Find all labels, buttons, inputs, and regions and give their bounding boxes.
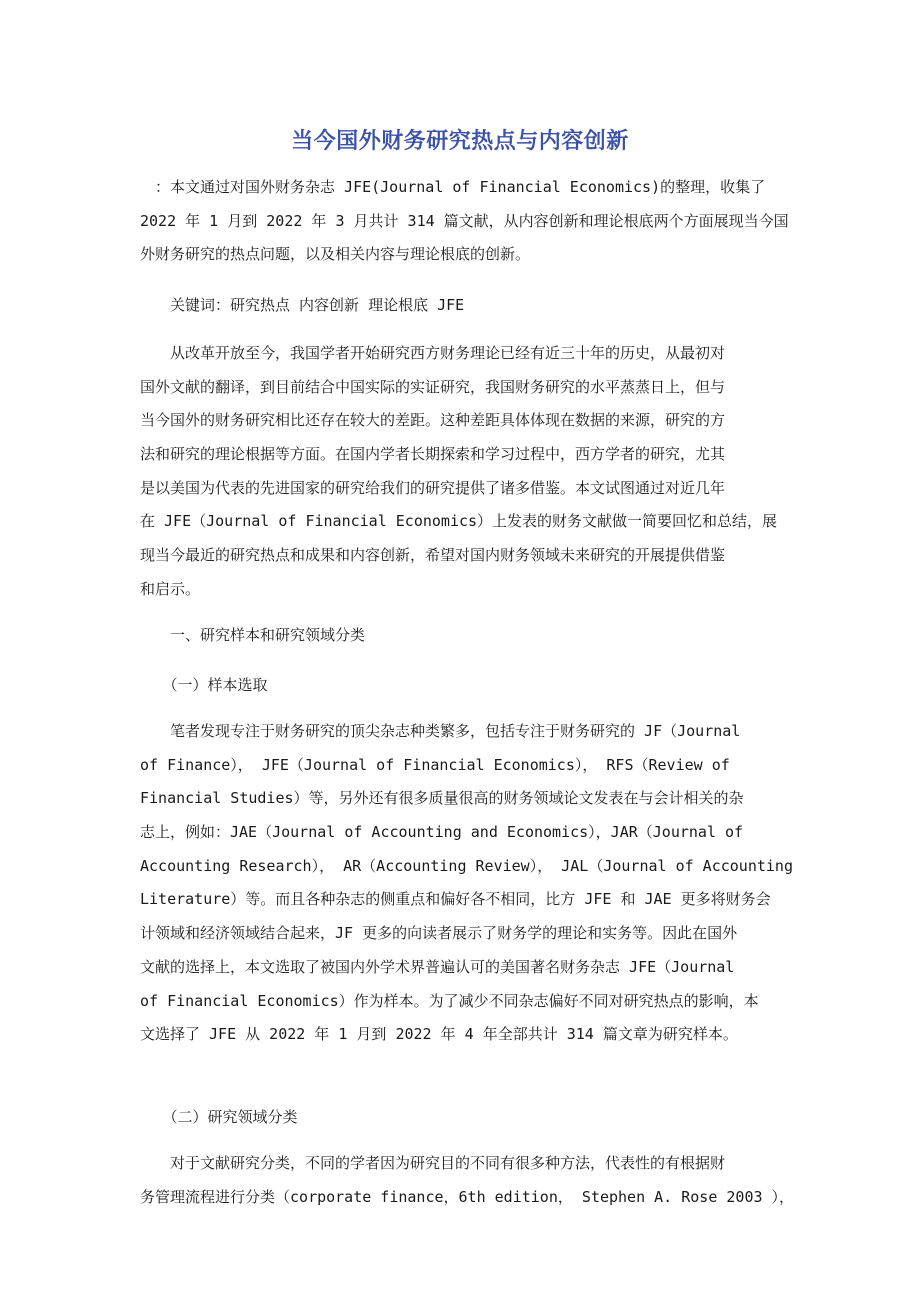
text-line: 2022 年 1 月到 2022 年 3 月共计 314 篇文献，从内容创新和理论根底两个方面展现当今国 [140,211,789,230]
text-line: of Finance）， JFE（Journal of Financial Economics）， RFS（Review of [140,755,730,774]
text-line: 文献的选择上，本文选取了被国内外学术界普遍认可的美国著名财务杂志 JFE（Journal [140,957,735,976]
text-line: 文选择了 JFE 从 2022 年 1 月到 2022 年 4 年全部共计 314 篇文章为研究样本。 [140,1025,738,1044]
text-line: 现当今最近的研究热点和成果和内容创新，希望对国内财务领域未来研究的开展提供借鉴 [140,546,726,565]
text-line: 从改革开放至今，我国学者开始研究西方财务理论已经有近三十年的历史，从最初对 [140,344,726,362]
subsection-heading [140,669,780,703]
text-line: 笔者发现专注于财务研究的顶尖杂志种类繁多，包括专注于财务研究的 JF（Journal [140,722,741,740]
text-line: 务管理流程进行分类（corporate finance，6th edition， Stephen A. Rose 2003 ）， [140,1187,795,1206]
section-heading [140,619,780,653]
abstract-paragraph [140,171,789,272]
text-line: 志上，例如：JAE（Journal of Accounting and Economics），JAR（Journal of [140,823,744,842]
text-line: Accounting Research）， AR（Accounting Review）， JAL（Journal of Accounting [140,856,793,875]
text-line: （二）研究领域分类 [140,1108,298,1126]
text-line: （一）样本选取 [140,676,268,694]
keywords-line [140,289,780,323]
text-line: of Financial Economics）作为样本。为了减少不同杂志偏好不同对研究热点的影响，本 [140,991,759,1010]
text-line: Financial Studies）等，另外还有很多质量很高的财务领域论文发表在与会计相关的杂 [140,789,744,808]
text-line: ：本文通过对国外财务杂志 JFE(Journal of Financial Economics)的整理，收集了 [140,178,766,196]
intro-paragraph [140,337,780,607]
text-line: Literature）等。而且各种杂志的侧重点和偏好各不相同，比方 JFE 和 JAE 更多将财务会 [140,890,771,909]
text-line: 一、研究样本和研究领域分类 [140,626,366,644]
document-title: 当今国外财务研究热点与内容创新 [291,129,629,154]
text-line: 关键词：研究热点 内容创新 理论根底 JFE [140,296,465,314]
subsection-heading [140,1101,780,1135]
sample-paragraph [140,715,793,1052]
classification-paragraph [140,1147,795,1214]
text-line: 计领域和经济领域结合起来，JF 更多的向读者展示了财务学的理论和实务等。因此在国外 [140,924,738,943]
text-line: 在 JFE（Journal of Financial Economics）上发表的财务文献做一简要回忆和总结，展 [140,512,778,531]
text-line: 对于文献研究分类，不同的学者因为研究目的不同有很多种方法，代表性的有根据财 [140,1154,726,1172]
text-line: 和启示。 [140,579,201,598]
text-line: 当今国外的财务研究相比还存在较大的差距。这种差距具体体现在数据的来源，研究的方 [140,411,726,430]
text-line: 是以美国为代表的先进国家的研究给我们的研究提供了诸多借鉴。本文试图通过对近几年 [140,478,726,497]
text-line: 国外文献的翻译，到目前结合中国实际的实证研究，我国财务研究的水平蒸蒸日上，但与 [140,377,726,396]
text-line: 法和研究的理论根据等方面。在国内学者长期探索和学习过程中，西方学者的研究，尤其 [140,445,726,464]
text-line: 外财务研究的热点问题，以及相关内容与理论根底的创新。 [140,245,531,264]
